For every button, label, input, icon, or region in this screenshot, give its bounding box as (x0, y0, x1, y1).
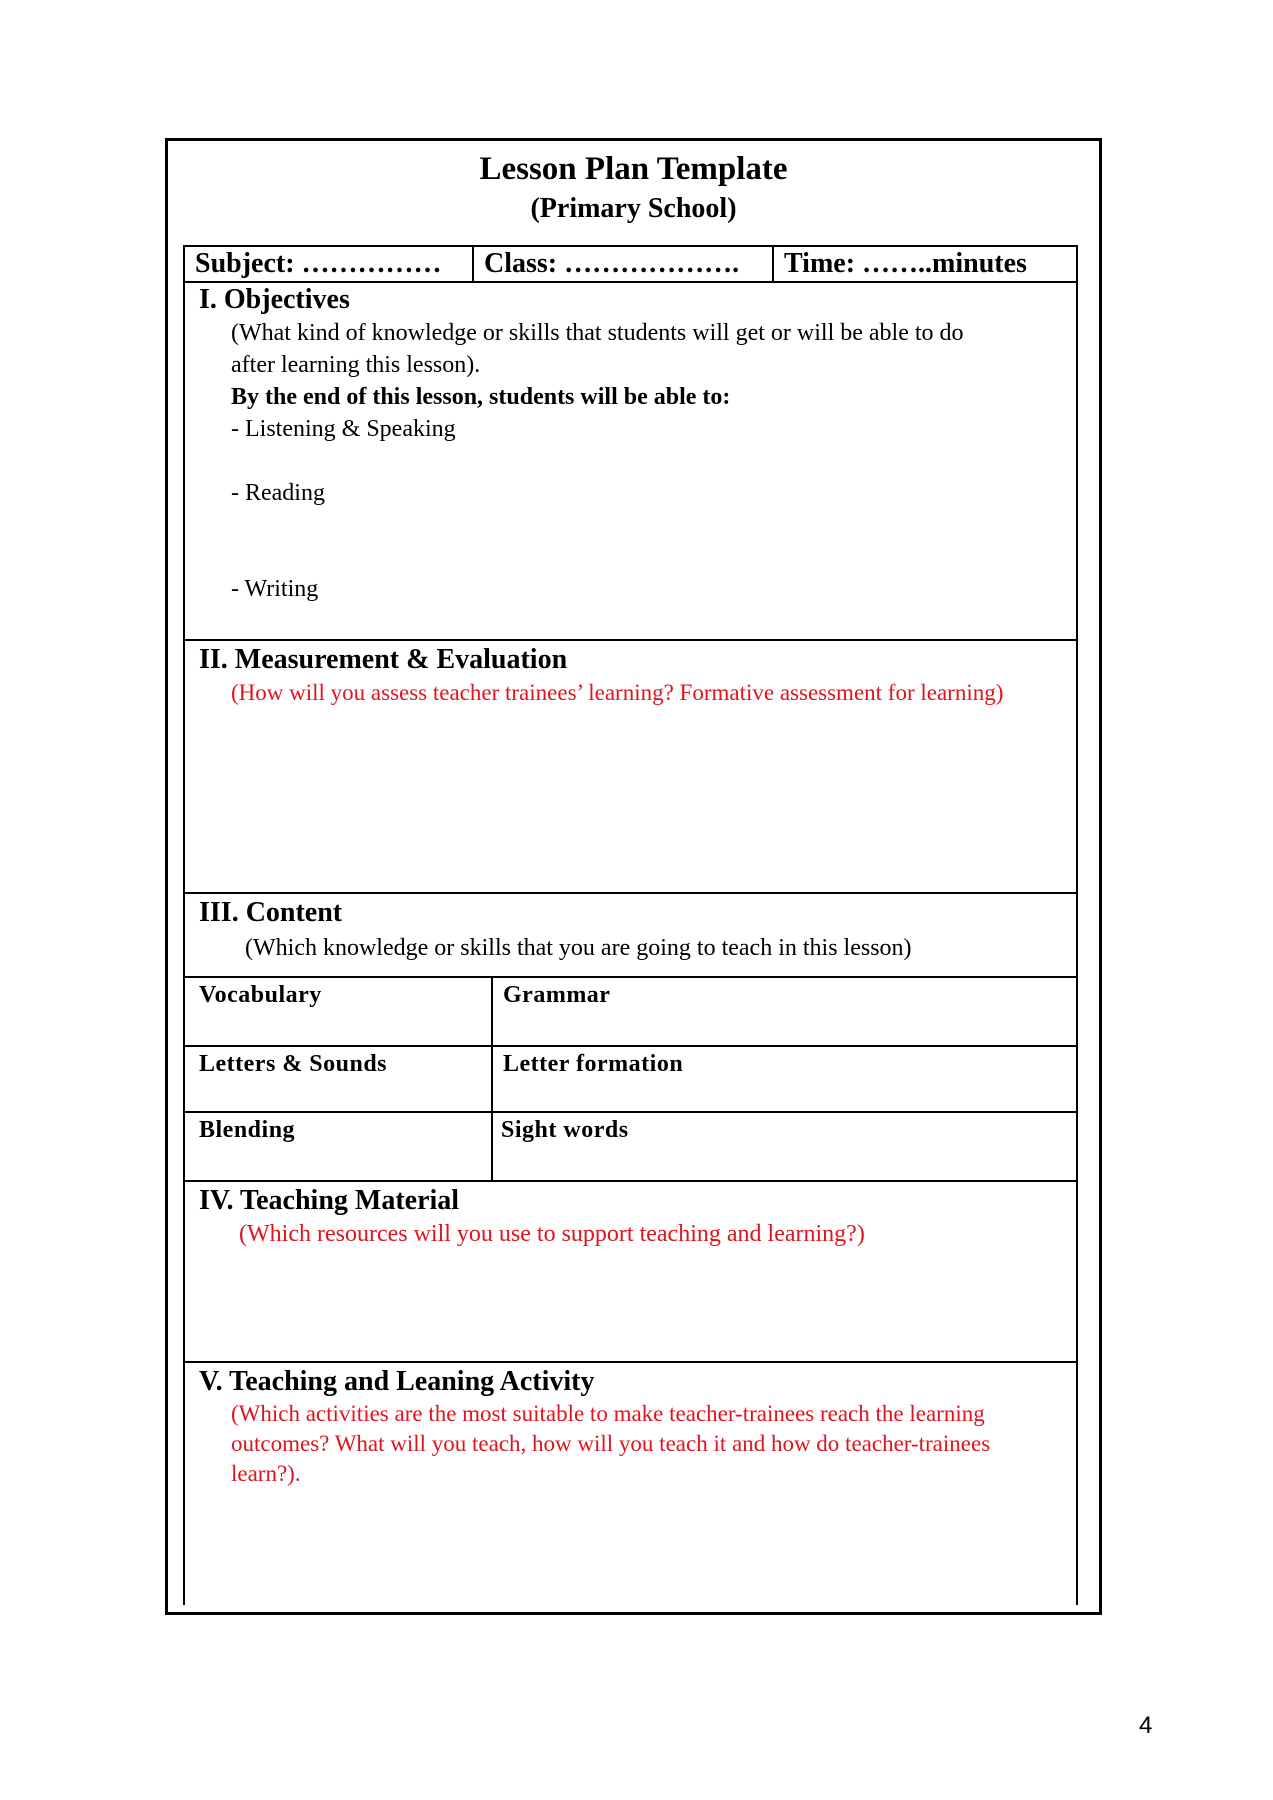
vocabulary-label: Vocabulary (199, 982, 322, 1008)
activity-prompt-line3: learn?). (231, 1461, 301, 1486)
teaching-material-prompt: (Which resources will you use to support teaching and learning?) (239, 1221, 865, 1247)
objective-item-writing: - Writing (231, 576, 319, 602)
time-field[interactable]: Time: ……..minutes (784, 248, 1027, 279)
document-title: Lesson Plan Template (479, 151, 788, 187)
objectives-prompt-line1: (What kind of knowledge or skills that students will get or will be able to do (231, 320, 964, 346)
activity-prompt-line2: outcomes? What will you teach, how will you teach it and how do teacher-trainees (231, 1431, 991, 1456)
activity-heading: V. Teaching and Leaning Activity (199, 1366, 595, 1397)
content-cell-blending[interactable] (185, 1113, 493, 1180)
section-objectives[interactable] (183, 283, 1078, 641)
grammar-label: Grammar (503, 982, 611, 1008)
teaching-material-heading: IV. Teaching Material (199, 1185, 460, 1216)
section-content (183, 894, 1078, 978)
letters-sounds-label: Letters & Sounds (199, 1051, 388, 1077)
objectives-prompt-line2: after learning this lesson). (231, 352, 481, 378)
activity-prompt-line1: (Which activities are the most suitable to make teacher-trainees reach the learning (231, 1401, 985, 1426)
content-cell-letters-sounds[interactable] (185, 1047, 493, 1111)
subject-field[interactable]: Subject: …………… (185, 247, 474, 281)
blending-label: Blending (199, 1117, 296, 1143)
page-number: 4 (1139, 1712, 1153, 1739)
objectives-heading: I. Objectives (199, 284, 350, 315)
objective-item-listening-speaking: - Listening & Speaking (231, 416, 456, 442)
content-cell-sight-words[interactable] (493, 1113, 1076, 1180)
section-activity[interactable] (183, 1363, 1078, 1605)
sight-words-label: Sight words (501, 1117, 629, 1143)
objective-item-reading: - Reading (231, 480, 325, 506)
content-cell-letter-formation[interactable] (493, 1047, 1076, 1111)
content-row (183, 1113, 1078, 1182)
content-cell-vocabulary[interactable] (185, 978, 493, 1045)
objectives-lead-in: By the end of this lesson, students will be able to: (231, 384, 731, 410)
content-cell-grammar[interactable] (493, 978, 1076, 1045)
header-row (183, 245, 1078, 283)
measurement-prompt: (How will you assess teacher trainees’ learning? Formative assessment for learning) (231, 680, 1004, 705)
content-prompt: (Which knowledge or skills that you are going to teach in this lesson) (245, 935, 912, 961)
measurement-heading: II. Measurement & Evaluation (199, 644, 568, 675)
content-heading: III. Content (199, 897, 343, 928)
section-teaching-material[interactable] (183, 1182, 1078, 1363)
letter-formation-label: Letter formation (503, 1051, 684, 1077)
content-row (183, 978, 1078, 1047)
content-row (183, 1047, 1078, 1113)
class-field[interactable]: Class: ………………. (474, 247, 774, 281)
document-subtitle: (Primary School) (530, 193, 737, 224)
section-measurement[interactable] (183, 641, 1078, 894)
